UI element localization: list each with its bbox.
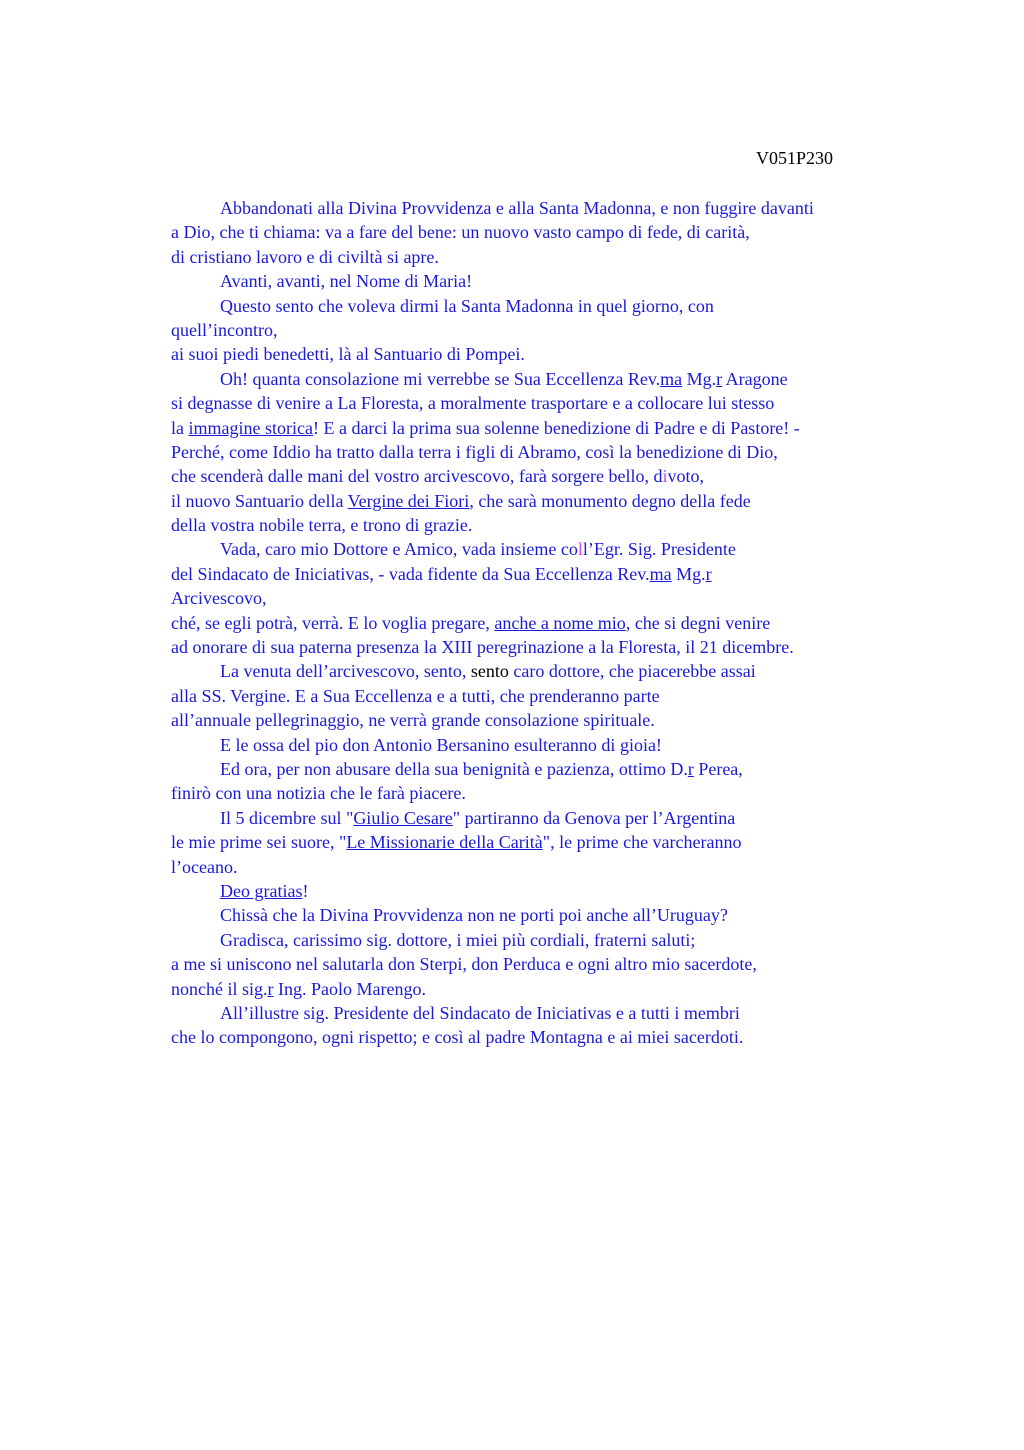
text-line xyxy=(171,879,931,903)
text-line xyxy=(171,928,931,952)
text-run: Questo sento che voleva dirmi la Santa Madonna in quel giorno, con xyxy=(220,295,714,316)
text-line xyxy=(171,659,931,683)
underlined-abbrev: r xyxy=(705,563,712,584)
text-run: le mie prime sei suore, " xyxy=(171,832,347,853)
text-line xyxy=(171,708,931,732)
text-line xyxy=(171,977,931,1001)
text-run: ad onorare di sua paterna presenza la XIII peregrinazione a la Floresta, il 21 dicembre. xyxy=(171,637,794,658)
text-run: alla SS. Vergine. E a Sua Eccellenza e a tutti, che prenderanno parte xyxy=(171,685,660,706)
underlined-phrase: Le Missionarie della Carità xyxy=(346,832,543,853)
text-run: la xyxy=(171,417,189,438)
text-run: Ing. Paolo Marengo. xyxy=(273,978,426,999)
text-line xyxy=(171,684,931,708)
text-line xyxy=(171,367,931,391)
text-run: Avanti, avanti, nel Nome di Maria! xyxy=(220,271,473,292)
text-run: voto, xyxy=(667,466,704,487)
underlined-phrase: Giulio Cesare xyxy=(353,807,453,828)
text-run: Gradisca, carissimo sig. dottore, i miei più cordiali, fraterni saluti; xyxy=(220,929,696,950)
underlined-phrase: Vergine dei Fiori xyxy=(347,490,470,511)
text-run: finirò con una notizia che le farà piacere. xyxy=(171,783,466,804)
text-line xyxy=(171,855,931,879)
text-run: il nuovo Santuario della xyxy=(171,490,348,511)
text-line xyxy=(171,342,931,366)
text-run: caro dottore, che piacerebbe assai xyxy=(508,661,756,682)
text-run: All’illustre sig. Presidente del Sindacato de Iniciativas e a tutti i membri xyxy=(220,1002,740,1023)
text-run: che scenderà dalle mani del vostro arcivescovo, farà sorgere bello, d xyxy=(171,466,663,487)
text-line xyxy=(171,391,931,415)
text-run: ché, se egli potrà, verrà. E lo voglia pregare, xyxy=(171,612,495,633)
text-line xyxy=(171,781,931,805)
text-run: Perché, come Iddio ha tratto dalla terra i figli di Abramo, così la benedizione di Dio, xyxy=(171,441,778,462)
text-run: Aragone xyxy=(722,368,788,389)
text-run: Arcivescovo, xyxy=(171,588,267,609)
page-code: V051P230 xyxy=(756,148,834,168)
text-run: si degnasse di venire a La Floresta, a moralmente trasportare e a collocare lui stesso xyxy=(171,393,775,414)
text-run: E le ossa del pio don Antonio Bersanino esulteranno di gioia! xyxy=(220,734,662,755)
text-line xyxy=(171,635,931,659)
text-line xyxy=(171,416,931,440)
text-line xyxy=(171,489,931,513)
text-run: ! E a darci la prima sua solenne benedizione di Padre e di Pastore! - xyxy=(312,417,800,438)
text-line xyxy=(171,830,931,854)
letter-body xyxy=(171,196,931,1050)
text-line xyxy=(171,440,931,464)
underlined-abbrev: ma xyxy=(660,368,683,389)
underlined-abbrev: r xyxy=(716,368,723,389)
text-line xyxy=(171,611,931,635)
text-run: di cristiano lavoro e di civiltà si apre. xyxy=(171,246,439,267)
text-run: della vostra nobile terra, e trono di grazie. xyxy=(171,515,473,536)
text-line xyxy=(171,903,931,927)
text-run: Ed ora, per non abusare della sua benignità e pazienza, ottimo D. xyxy=(220,758,688,779)
text-run: ! xyxy=(302,880,309,901)
text-line xyxy=(171,1001,931,1025)
text-line xyxy=(171,513,931,537)
text-run: Mg. xyxy=(682,368,717,389)
text-run: " partiranno da Genova per l’Argentina xyxy=(452,807,736,828)
text-run: , che sarà monumento degno della fede xyxy=(469,490,751,511)
text-line xyxy=(171,464,931,488)
text-run: del Sindacato de Iniciativas, - vada fidente da Sua Eccellenza Rev. xyxy=(171,563,650,584)
underlined-phrase: anche a nome mio xyxy=(494,612,626,633)
text-run: , che si degni venire xyxy=(625,612,771,633)
text-line xyxy=(171,245,931,269)
text-run: Chissà che la Divina Provvidenza non ne porti poi anche all’Uruguay? xyxy=(220,905,728,926)
text-run: Abbandonati alla Divina Provvidenza e alla Santa Madonna, e non fuggire davanti xyxy=(220,198,814,218)
text-line xyxy=(171,269,931,293)
text-line xyxy=(171,1025,931,1049)
text-run: a Dio, che ti chiama: va a fare del bene: un nuovo vasto campo di fede, di carità, xyxy=(171,222,750,243)
text-run: ", le prime che varcheranno xyxy=(542,832,742,853)
text-run: Il 5 dicembre sul " xyxy=(220,807,354,828)
text-line xyxy=(171,294,931,318)
text-line xyxy=(171,196,931,220)
text-run: ai suoi piedi benedetti, là al Santuario di Pompei. xyxy=(171,344,525,365)
text-line xyxy=(171,537,931,561)
text-run: Oh! quanta consolazione mi verrebbe se Sua Eccellenza Rev. xyxy=(220,368,661,389)
text-run: l’Egr. Sig. Presidente xyxy=(582,539,736,560)
text-run: all’annuale pellegrinaggio, ne verrà grande consolazione spirituale. xyxy=(171,710,655,731)
text-run: a me si uniscono nel salutarla don Sterpi, don Perduca e ogni altro mio sacerdote, xyxy=(171,954,757,975)
text-line xyxy=(171,757,931,781)
text-run: Perea, xyxy=(693,758,743,779)
text-line xyxy=(171,586,931,610)
underlined-phrase: Deo gratias xyxy=(220,880,303,901)
text-run: che lo compongono, ogni rispetto; e così al padre Montagna e ai miei sacerdoti. xyxy=(171,1027,744,1048)
text-line xyxy=(171,806,931,830)
text-run: Vada, caro mio Dottore e Amico, vada insieme co xyxy=(220,539,578,560)
text-line xyxy=(171,220,931,244)
underlined-abbrev: ma xyxy=(649,563,672,584)
text-line xyxy=(171,733,931,757)
text-run: La venuta dell’arcivescovo, sento, xyxy=(220,661,471,682)
text-line xyxy=(171,318,931,342)
text-run: nonché il sig. xyxy=(171,978,268,999)
highlighted-letter: l xyxy=(577,539,583,560)
text-run: Mg. xyxy=(671,563,706,584)
highlighted-letter: i xyxy=(662,466,668,487)
text-line xyxy=(171,952,931,976)
text-line xyxy=(171,562,931,586)
text-run: l’oceano. xyxy=(171,856,238,877)
text-run: quell’incontro, xyxy=(171,319,278,340)
underlined-phrase: immagine storica xyxy=(188,417,313,438)
plain-word: sento xyxy=(470,661,509,682)
underlined-abbrev: r xyxy=(687,758,694,779)
underlined-abbrev: r xyxy=(267,978,274,999)
